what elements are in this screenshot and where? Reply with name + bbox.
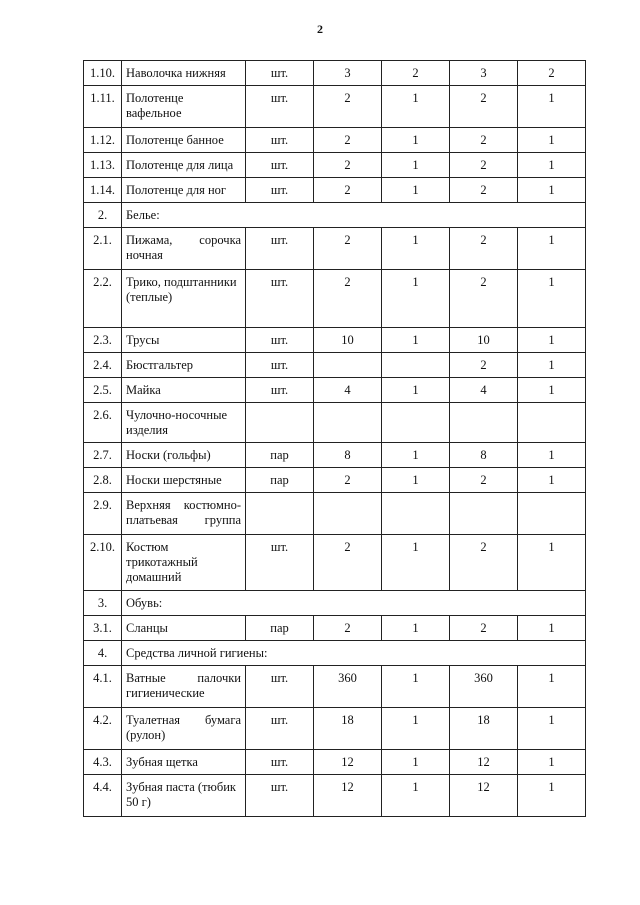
value-cell: 360 — [314, 666, 382, 708]
value-cell: 1 — [382, 616, 450, 641]
row-number: 1.11. — [84, 86, 122, 128]
value-cell — [314, 403, 382, 443]
value-cell: 2 — [314, 270, 382, 328]
table-row — [84, 353, 586, 378]
row-number: 4.4. — [84, 775, 122, 817]
row-number: 2.2. — [84, 270, 122, 328]
unit-cell — [246, 493, 314, 535]
unit-cell: шт. — [246, 378, 314, 403]
value-cell: 12 — [450, 775, 518, 817]
section-row — [84, 591, 586, 616]
value-cell: 1 — [518, 86, 586, 128]
unit-cell: шт. — [246, 228, 314, 270]
value-cell: 8 — [314, 443, 382, 468]
row-number: 2.10. — [84, 535, 122, 591]
value-cell: 4 — [450, 378, 518, 403]
table-row — [84, 228, 586, 270]
section-title: Обувь: — [122, 591, 586, 616]
value-cell — [518, 403, 586, 443]
item-name: Верхняя костюмно-платьевая группа — [122, 493, 246, 535]
row-number: 1.12. — [84, 128, 122, 153]
value-cell: 1 — [382, 228, 450, 270]
value-cell: 2 — [314, 178, 382, 203]
table-row — [84, 61, 586, 86]
value-cell: 2 — [450, 616, 518, 641]
value-cell: 1 — [518, 270, 586, 328]
value-cell: 2 — [450, 153, 518, 178]
value-cell: 12 — [314, 750, 382, 775]
value-cell: 1 — [382, 270, 450, 328]
table-row — [84, 270, 586, 328]
unit-cell: шт. — [246, 128, 314, 153]
row-number: 1.10. — [84, 61, 122, 86]
table-row — [84, 328, 586, 353]
item-name: Носки шерстяные — [122, 468, 246, 493]
value-cell: 1 — [518, 535, 586, 591]
value-cell: 3 — [450, 61, 518, 86]
row-number: 3.1. — [84, 616, 122, 641]
value-cell: 1 — [518, 666, 586, 708]
value-cell: 2 — [450, 535, 518, 591]
item-name: Наволочка нижняя — [122, 61, 246, 86]
value-cell: 2 — [450, 468, 518, 493]
value-cell — [450, 493, 518, 535]
value-cell: 1 — [518, 775, 586, 817]
unit-cell: шт. — [246, 775, 314, 817]
table-row — [84, 128, 586, 153]
value-cell: 2 — [450, 128, 518, 153]
item-name: Чулочно-носочные изделия — [122, 403, 246, 443]
value-cell: 2 — [314, 616, 382, 641]
row-number: 2.8. — [84, 468, 122, 493]
unit-cell — [246, 403, 314, 443]
value-cell: 18 — [314, 708, 382, 750]
value-cell — [314, 493, 382, 535]
section-row — [84, 641, 586, 666]
value-cell: 1 — [382, 128, 450, 153]
value-cell: 1 — [518, 178, 586, 203]
table-row — [84, 403, 586, 443]
value-cell: 2 — [518, 61, 586, 86]
value-cell: 2 — [450, 228, 518, 270]
row-number: 1.13. — [84, 153, 122, 178]
value-cell: 1 — [518, 616, 586, 641]
value-cell: 12 — [450, 750, 518, 775]
value-cell: 1 — [518, 153, 586, 178]
value-cell: 2 — [314, 228, 382, 270]
value-cell: 360 — [450, 666, 518, 708]
item-name: Костюм трикотажный домашний — [122, 535, 246, 591]
table-row — [84, 493, 586, 535]
row-number: 2.9. — [84, 493, 122, 535]
unit-cell: шт. — [246, 708, 314, 750]
row-number: 2.6. — [84, 403, 122, 443]
unit-cell: пар — [246, 468, 314, 493]
item-name: Бюстгальтер — [122, 353, 246, 378]
row-number: 3. — [84, 591, 122, 616]
unit-cell: шт. — [246, 750, 314, 775]
item-name: Зубная паста (тюбик 50 г) — [122, 775, 246, 817]
table-row — [84, 378, 586, 403]
page-number: 2 — [317, 22, 323, 36]
row-number: 2.3. — [84, 328, 122, 353]
row-number: 2.1. — [84, 228, 122, 270]
table-row — [84, 153, 586, 178]
value-cell: 1 — [382, 750, 450, 775]
value-cell: 1 — [382, 708, 450, 750]
item-name: Полотенце для лица — [122, 153, 246, 178]
value-cell: 1 — [382, 178, 450, 203]
unit-cell: шт. — [246, 270, 314, 328]
table-row — [84, 616, 586, 641]
value-cell: 2 — [450, 270, 518, 328]
row-number: 2. — [84, 203, 122, 228]
value-cell: 2 — [450, 178, 518, 203]
unit-cell: пар — [246, 616, 314, 641]
value-cell: 1 — [518, 750, 586, 775]
row-number: 1.14. — [84, 178, 122, 203]
value-cell: 1 — [382, 378, 450, 403]
value-cell: 2 — [314, 468, 382, 493]
unit-cell: шт. — [246, 535, 314, 591]
row-number: 2.4. — [84, 353, 122, 378]
value-cell: 2 — [314, 128, 382, 153]
unit-cell: шт. — [246, 178, 314, 203]
value-cell: 1 — [382, 328, 450, 353]
value-cell — [314, 353, 382, 378]
item-name: Трико, подштанники (теплые) — [122, 270, 246, 328]
table-row — [84, 535, 586, 591]
value-cell: 12 — [314, 775, 382, 817]
value-cell: 10 — [314, 328, 382, 353]
value-cell: 1 — [382, 443, 450, 468]
value-cell: 1 — [382, 153, 450, 178]
value-cell — [382, 403, 450, 443]
value-cell: 10 — [450, 328, 518, 353]
section-title: Белье: — [122, 203, 586, 228]
value-cell — [450, 403, 518, 443]
value-cell: 1 — [382, 775, 450, 817]
value-cell: 1 — [518, 228, 586, 270]
section-row — [84, 203, 586, 228]
row-number: 4.2. — [84, 708, 122, 750]
item-name: Пижама, сорочка ночная — [122, 228, 246, 270]
table-row — [84, 443, 586, 468]
row-number: 4. — [84, 641, 122, 666]
value-cell: 1 — [518, 328, 586, 353]
row-number: 4.3. — [84, 750, 122, 775]
value-cell: 1 — [518, 708, 586, 750]
value-cell: 1 — [382, 666, 450, 708]
item-name: Майка — [122, 378, 246, 403]
value-cell: 1 — [518, 378, 586, 403]
unit-cell: шт. — [246, 61, 314, 86]
value-cell: 1 — [518, 353, 586, 378]
item-name: Полотенце вафельное — [122, 86, 246, 128]
value-cell: 2 — [382, 61, 450, 86]
value-cell: 2 — [314, 535, 382, 591]
value-cell — [518, 493, 586, 535]
unit-cell: шт. — [246, 153, 314, 178]
unit-cell: шт. — [246, 353, 314, 378]
unit-cell: шт. — [246, 86, 314, 128]
table-row — [84, 666, 586, 708]
unit-cell: шт. — [246, 666, 314, 708]
table-row — [84, 86, 586, 128]
value-cell: 1 — [382, 86, 450, 128]
table-row — [84, 178, 586, 203]
item-name: Полотенце для ног — [122, 178, 246, 203]
item-name: Ватные палочки гигиенические — [122, 666, 246, 708]
items-table — [83, 60, 586, 817]
item-name: Полотенце банное — [122, 128, 246, 153]
unit-cell: шт. — [246, 328, 314, 353]
row-number: 2.7. — [84, 443, 122, 468]
value-cell: 4 — [314, 378, 382, 403]
value-cell: 2 — [450, 353, 518, 378]
value-cell — [382, 493, 450, 535]
value-cell: 1 — [518, 128, 586, 153]
value-cell: 1 — [382, 468, 450, 493]
value-cell: 2 — [314, 153, 382, 178]
value-cell: 1 — [382, 535, 450, 591]
value-cell: 8 — [450, 443, 518, 468]
row-number: 2.5. — [84, 378, 122, 403]
value-cell: 18 — [450, 708, 518, 750]
value-cell — [382, 353, 450, 378]
value-cell: 2 — [314, 86, 382, 128]
table-row — [84, 750, 586, 775]
item-name: Сланцы — [122, 616, 246, 641]
item-name: Туалетная бумага (рулон) — [122, 708, 246, 750]
unit-cell: пар — [246, 443, 314, 468]
table-row — [84, 468, 586, 493]
value-cell: 3 — [314, 61, 382, 86]
value-cell: 1 — [518, 468, 586, 493]
item-name: Трусы — [122, 328, 246, 353]
row-number: 4.1. — [84, 666, 122, 708]
table-row — [84, 775, 586, 817]
value-cell: 1 — [518, 443, 586, 468]
section-title: Средства личной гигиены: — [122, 641, 586, 666]
table-row — [84, 708, 586, 750]
value-cell: 2 — [450, 86, 518, 128]
item-name: Носки (гольфы) — [122, 443, 246, 468]
item-name: Зубная щетка — [122, 750, 246, 775]
